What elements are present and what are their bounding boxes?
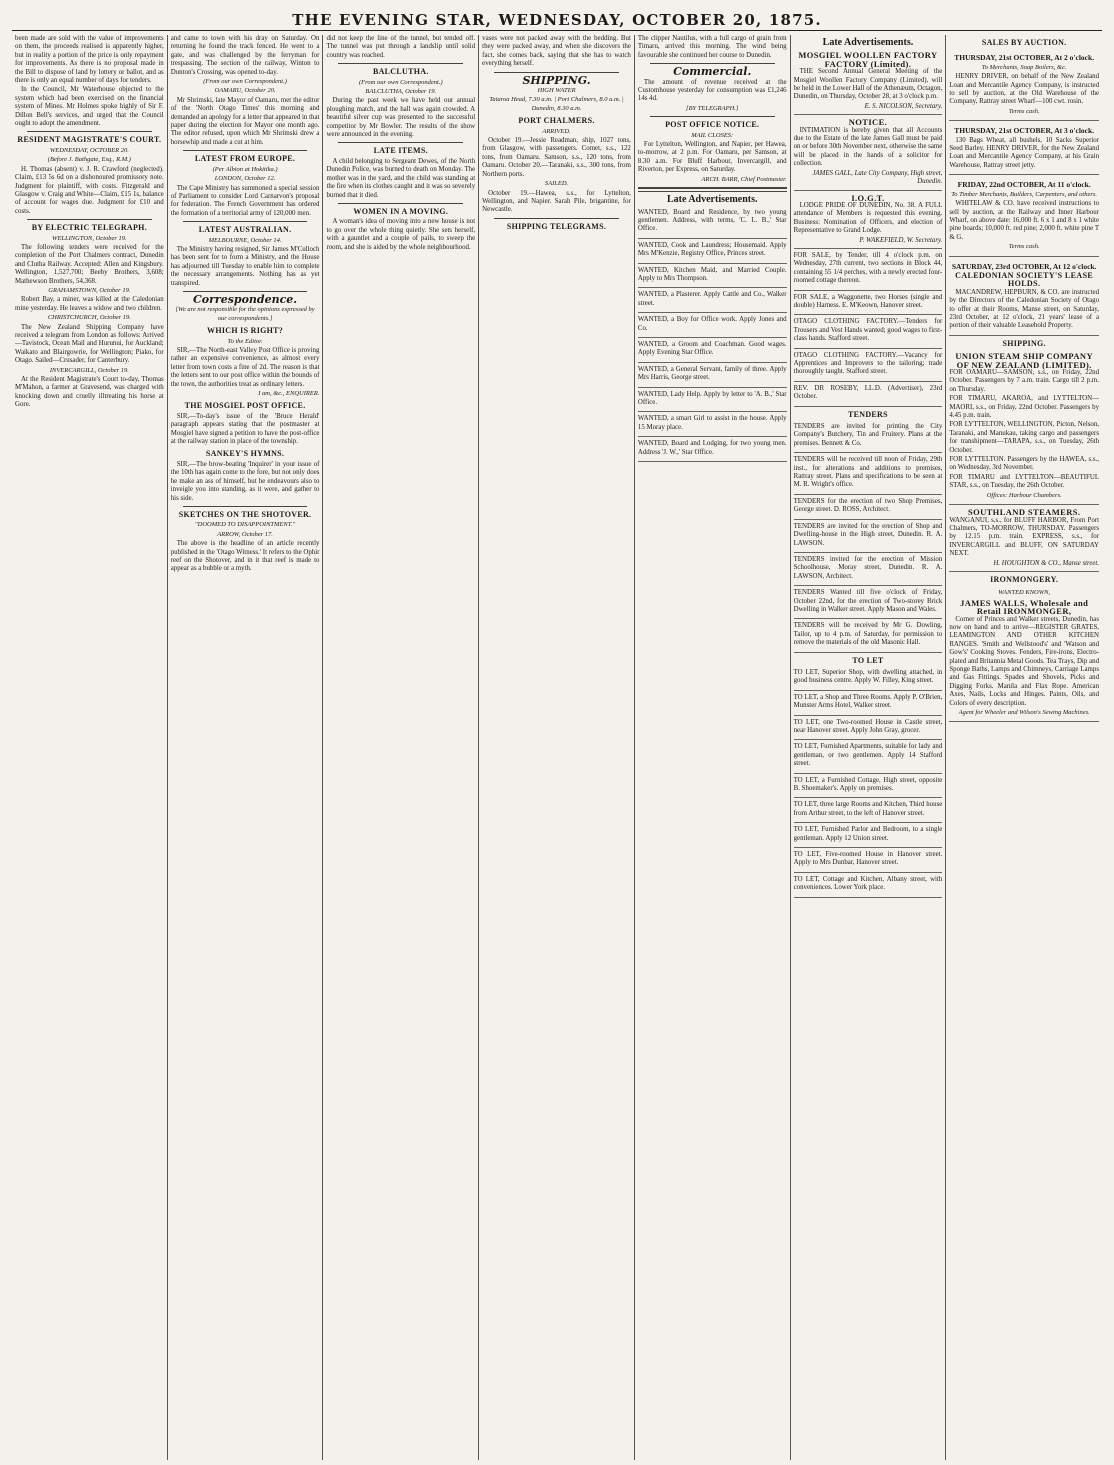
ad-text: Corner of Princes and Walker streets, Dunedin, has now on hand and to arrive—REGISTER GRATES, LEAMINGTON AND OTHER KITCHEN RANGES. 'Smith and Wellstood's' and 'Watson and Gow's' Cooking Stoves. Fenders, Fire-irons, Electro-plated and Britannia Metal Goods. Tea Trays, Dip and Sponge Baths, Lamps and Chimneys, Carriage Lamps and Gas Fittings. Spades and Shovels, Picks and Digging Forks. Manila and Flax Rope. American Axes, Nails, Locks and Hinges. Paints, Oils, and Colors of every description. bbox=[949, 615, 1100, 707]
letter-text: SIR,—The North-east Valley Post Office is proving rather an expensive convenience, as almost every letter from town costs a fine of 2d. The reason is that the letters sent to our post office within the bounds of the town, the authorities treat as ordinary letters. bbox=[170, 347, 320, 388]
dateline: GRAHAMSTOWN, October 19. bbox=[48, 286, 131, 294]
column-5 bbox=[635, 35, 791, 1460]
column-grid bbox=[12, 35, 1102, 1460]
section-heading-shipping: SHIPPING. bbox=[522, 73, 591, 87]
telegram-text: The following tenders were received for the completion of the Port Chalmers contract, Dunedin and Clutha Railway. Accepted: Allen and Kingsbury. Wellington, 1,527,700; Beeby Brothers, 3,608; Mathewson Brothers, 54,368. bbox=[15, 243, 164, 285]
auction-date: SATURDAY, 23rd OCTOBER, At 12 o'clock. bbox=[951, 261, 1097, 271]
tender-ad: TENDERS are invited for printing the City Company's Butchery, Tin and Fruitery. Plans at the premises. Bennett & Co. bbox=[794, 421, 943, 453]
column-7 bbox=[946, 35, 1102, 1460]
dateline: BALCLUTHA, October 19. bbox=[365, 88, 437, 96]
advertisement-mosgiel bbox=[794, 49, 943, 115]
divider bbox=[183, 150, 308, 151]
auction-text: 130 Bags Wheat, all bushels, 10 Sacks Superior Seed Barley. HENRY DRIVER, for the New Zealand Loan and Mercantile Agency Company, at his Grain Warehouse, Rattray street jetty. bbox=[949, 136, 1100, 169]
sailed-label: SAILED. bbox=[544, 180, 569, 188]
divider bbox=[183, 221, 308, 222]
divider bbox=[338, 63, 463, 64]
ad-signature: P. WAKEFIELD, W. Secretary. bbox=[859, 236, 943, 244]
wanted-ad: WANTED, Board and Residence, by two young gentlemen. Address, with terms, 'C. L. B.,' Star Office. bbox=[638, 207, 787, 239]
wanted-ad: WANTED, a Plasterer. Apply Cattle and Co., Walker street. bbox=[638, 289, 787, 313]
section-heading-late-ads: Late Advertisements. bbox=[822, 37, 914, 48]
section-heading-women: WOMEN IN A MOVING. bbox=[353, 206, 449, 216]
column-3 bbox=[323, 35, 479, 1460]
section-heading-to-let: TO LET bbox=[852, 655, 884, 665]
to-let-ad: TO LET, Superior Shop, with dwelling attached, in good business centre. Apply W. Filley, King street. bbox=[794, 667, 943, 691]
company-offices: Offices: Harbour Chambers. bbox=[986, 491, 1062, 499]
shipping-departures: October 19.—Hawea, s.s., for Lyttelton, Wellington, and Napier. Sarah Pile, brigantine, for Newcastle. bbox=[482, 189, 631, 214]
article-text: In the Council, Mr Waterhouse objected to the system which had been exercised on the financial system of Mines. Mr Holmes spoke highly of Sir F. Dillon Bell's services, and urged that the Council ought to adopt the amendment. bbox=[15, 86, 164, 128]
letter-heading: WHICH IS RIGHT? bbox=[207, 326, 284, 336]
court-bench: (Before J. Bathgate, Esq., R.M.) bbox=[47, 156, 131, 164]
advertisement-iogt bbox=[794, 192, 943, 249]
article-text: did not keep the line of the tunnel, but tended off. The tunnel was put through a landslip until solid country was reached. bbox=[326, 35, 476, 59]
auction-title: CALEDONIAN SOCIETY'S LEASE HOLDS. bbox=[955, 270, 1094, 289]
to-let-ad: TO LET, Cottage and Kitchen, Albany street, with conveniences. Lower York place. bbox=[794, 874, 943, 898]
column-6 bbox=[791, 35, 947, 1460]
divider bbox=[338, 203, 463, 204]
byline: [BY TELEGRAPH.] bbox=[686, 104, 739, 112]
letter-salutation: To the Editor. bbox=[227, 337, 263, 345]
divider bbox=[27, 219, 152, 220]
section-heading-shotover: SKETCHES ON THE SHOTOVER. bbox=[178, 509, 312, 519]
notice-signature: ARCH. BARR, Chief Postmaster. bbox=[701, 175, 787, 183]
tender-ad: TENDERS for the erection of two Shop Premises, George street. D. ROSS, Architect. bbox=[794, 496, 943, 520]
divider bbox=[27, 131, 152, 132]
byline: (From our own Correspondent.) bbox=[203, 78, 287, 86]
divider bbox=[183, 506, 308, 507]
tender-ad: TENDERS invited for the erection of Mission Schoolhouse, Moray street, Dunedin. R. A. LAWSON, Architect. bbox=[794, 554, 943, 586]
divider bbox=[183, 291, 308, 292]
article-text: A woman's idea of moving into a new house is not to go over the whole thing quietly. She sets herself, with a gauntlet and a couple of pails, to sweep the room, and she is aided by the whole neighbourhood. bbox=[326, 218, 476, 251]
auction-text: MACANDREW, HEPBURN, & CO. are instructed by the Directors of the Caledonian Society of Otago to offer at their Rooms, Manse street, on Saturday, 23rd October, at 12 o'clock, 21 years' lease of a portion of their valuable Leasehold Property. bbox=[949, 288, 1100, 330]
section-heading-late-ads: Late Advertisements. bbox=[666, 194, 758, 206]
ad-title: NOTICE. bbox=[848, 117, 888, 128]
divider bbox=[338, 142, 463, 143]
double-divider bbox=[638, 187, 787, 192]
dateline: CHRISTCHURCH, October 19. bbox=[47, 314, 131, 322]
tender-ad: TENDERS will be received till noon of Friday, 29th inst., for alterations and additions to premises, Rattray street. Plans and specifications to be seen at M. R. Wright's office. bbox=[794, 454, 943, 495]
court-date: WEDNESDAY, OCTOBER 20. bbox=[49, 146, 129, 154]
subheading: "DOOMED TO DISAPPOINTMENT." bbox=[194, 521, 296, 529]
auction-terms: Terms cash. bbox=[1008, 243, 1040, 251]
sailing-notice: FOR OAMARU—SAMSON, s.s., on Friday, 22nd October. Passengers by 7 a.m. train. Cargo till 2 p.m. on Thursday. bbox=[949, 369, 1100, 393]
company-signature: H. HOUGHTON & CO., Manse street. bbox=[993, 559, 1100, 567]
shipping-company-ad bbox=[949, 350, 1099, 505]
company-title: UNION STEAM SHIP COMPANY OF NEW ZEALAND (LIMITED). bbox=[955, 351, 1093, 370]
masthead: THE EVENING STAR, WEDNESDAY, OCTOBER 20, 1875. bbox=[12, 10, 1102, 31]
to-let-ad: TO LET, a Shop and Three Rooms. Apply P. O'Brien, Munster Arms Hotel, Walker street. bbox=[794, 692, 943, 716]
shipping-arrivals: October 19.—Jessie Readman, ship, 1027 tons, from Glasgow, with passengers. Comet, s.s., 122 tons, from Oamaru. Samson, s.s., 120 tons, from Oamaru. October 20.—Taranaki, s.s., 300 tons, from Northern ports. bbox=[482, 137, 631, 178]
tender-ad: TENDERS Wanted till five o'clock of Friday, October 22nd, for the erection of Two-storey Brick Dwelling in Walker street. Apply Mason and Wales. bbox=[794, 587, 943, 619]
to-let-list bbox=[794, 667, 943, 898]
wanted-ad: WANTED, Kitchen Maid, and Married Couple. Apply to Mrs Thompson. bbox=[638, 265, 787, 289]
tide-values: Taiaroa Head, 7.30 a.m. | Port Chalmers, 8.0 a.m. | Dunedin, 8.30 a.m. bbox=[489, 96, 624, 112]
article-text: Mr Shrimski, late Mayor of Oamaru, met the editor of the 'North Otago Times' this morning and demanded an apology for a letter that appeared in that paper during the election for Mayor one month ago. The editor refused, upon which Mr Shrimski drew a horsewhip and made a cut at him. bbox=[170, 96, 320, 146]
ad-title: I.O.G.T. bbox=[851, 192, 885, 203]
tide-label: HIGH WATER bbox=[537, 87, 576, 95]
letter-heading: THE MOSGIEL POST OFFICE. bbox=[184, 401, 306, 411]
auction-date: FRIDAY, 22nd OCTOBER, At 11 o'clock. bbox=[957, 180, 1091, 190]
to-let-ad: TO LET, Five-roomed House in Hanover street. Apply to Mrs Dunbar, Hanover street. bbox=[794, 849, 943, 873]
advertisement-notice bbox=[794, 116, 943, 190]
to-let-ad: TO LET, three large Rooms and Kitchen, Third house from Arthur street, to the left of Hanover street. bbox=[794, 799, 943, 823]
advertisement: OTAGO CLOTHING FACTORY.—Vacancy for Apprentices and Improvers to the tailoring; trade thoroughly taught. Stafford street. bbox=[794, 350, 943, 382]
ad-text: LODGE PRIDE OF DUNEDIN, No. 38. A FULL attendance of Members is requested this evening. Business: Nomination of Officers, and election of Representative to Grand Lodge. bbox=[793, 201, 943, 235]
telegram-text: Robert Bay, a miner, was killed at the Caledonian mine yesterday. He leaves a widow and two children. bbox=[15, 296, 164, 312]
column-1 bbox=[12, 35, 168, 1460]
ironmonger-ad bbox=[949, 586, 1099, 722]
letter-text: SIR,—To-day's issue of the 'Bruce Herald' paragraph appears stating that the postmaster at Mosgiel have signed a petition to have the post-office at the railway station in place of the township. bbox=[170, 412, 320, 446]
advertisement: FOR SALE, a Waggonette, two Horses (single and double) Harness. E. M'Keown, Hanover street. bbox=[794, 292, 943, 316]
letter-signature: I am, &c., ENQUIRER. bbox=[258, 390, 320, 398]
wanted-ad: WANTED, Lady Help. Apply by letter to 'A. B.,' Star Office. bbox=[638, 389, 787, 413]
section-heading-europe: LATEST FROM EUROPE. bbox=[194, 154, 296, 164]
divider bbox=[650, 116, 775, 117]
to-let-ad: TO LET, Furnished Parlor and Bedroom, to a single gentleman. Apply 12 Union street. bbox=[794, 824, 943, 848]
auction-ad bbox=[949, 49, 1099, 121]
ad-signature: JAMES GALL, Late City Company, High street, Dunedin. bbox=[812, 169, 943, 186]
section-heading-commercial: Commercial. bbox=[673, 65, 752, 79]
tender-ad: TENDERS are invited for the erection of Shop and Dwelling-house in the High street, Dunedin. R. A. LAWSON. bbox=[794, 521, 943, 553]
byline: (Per Albion at Hokitika.) bbox=[212, 165, 278, 173]
tenders-list bbox=[794, 421, 943, 653]
sailing-notice: FOR TIMARU and LYTTELTON—BEAUTIFUL STAR, s.s., on Tuesday, the 26th October. bbox=[949, 473, 1100, 490]
article-text: The amount of revenue received at the Customhouse yesterday for consumption was £1,246 14s 4d. bbox=[637, 78, 787, 103]
wanted-ad: WANTED, Cook and Laundress; Housemaid. Apply Mrs M'Kenzie, Registry Office, Princes street. bbox=[638, 240, 787, 264]
ad-text: THE Second Annual General Meeting of the Mosgiel Woollen Factory Company (Limited), will be held in the Lower Hall of the Athenæum, Octagon, Dunedin, on Thursday, October 28, at 3 o'clock p.m. bbox=[793, 68, 943, 101]
auction-ad bbox=[949, 176, 1099, 256]
ad-title: MOSGIEL WOOLLEN FACTORY FACTORY (Limited). bbox=[798, 50, 938, 69]
article-text: vases were not packed away with the bedding. But they were packed away, and when she discovers the fact, she comes back, saying that she has to watch everything herself. bbox=[482, 35, 631, 68]
auction-date: THURSDAY, 21st OCTOBER, At 3 o'clock. bbox=[954, 126, 1095, 136]
article-text: The Cape Ministry has summoned a special session of Parliament to consider Lord Carnarvon's proposal for federation. The French Government has ordered the formation of a territorial army of 120,000 men. bbox=[170, 184, 320, 217]
ad-signature: E. S. NICOLSON, Secretary. bbox=[864, 102, 943, 110]
ad-title: JAMES WALLS, Wholesale and Retail IRONMONGER, bbox=[960, 597, 1089, 617]
letter-text: SIR,—The brow-beating 'Inquirer' in your issue of the 10th has again come to the fore, but not only does he make an ass of himself, but he endeavours also to inveigle you into standing, as it were, and gather to his side. bbox=[170, 460, 320, 502]
section-heading-ironmongery: IRONMONGERY. bbox=[990, 574, 1059, 584]
section-heading-correspondence: Correspondence. bbox=[193, 292, 298, 306]
wanted-ad: WANTED, a smart Girl to assist in the house. Apply 15 Moray place. bbox=[638, 413, 787, 437]
section-heading-sales: SALES BY AUCTION. bbox=[981, 38, 1067, 47]
auction-text: HENRY DRIVER, on behalf of the New Zealand Loan and Mercantile Agency Company, is instructed to sell by auction, at the Old Warehouse of the Company, Rattray street Wharf—100 cwt. rosin. bbox=[949, 73, 1100, 106]
sailing-notice: FOR LYTTELTON, WELLINGTON, Picton, Nelson, Taranaki, and Manukau, taking cargo and passengers for transhipment—TARAPA, s.s., on Tuesday, 26th October. bbox=[949, 421, 1100, 454]
auction-ad bbox=[949, 258, 1099, 336]
telegram-text: The New Zealand Shipping Company have received a telegram from London as follows: Arrived—Tavistock, Ocean Mail and Hurunui, for Auckland; Waikato and Blairgowrie, for Wellington; Piako, for Otago. Sailed—Crusader, for Canterbury. bbox=[15, 323, 164, 365]
advertisement: REV. DR ROSEBY, LL.D. (Advertiser), 23rd October. bbox=[794, 383, 943, 407]
byline: (From our own Correspondent.) bbox=[358, 78, 443, 86]
article-text: During the past week we have held our annual ploughing match, and the hall was again crowded. A beautiful silver cup was presented to the successful competitor by Mr Bowler. The results of the show were announced in the evening. bbox=[326, 97, 476, 139]
section-heading-court: RESIDENT MAGISTRATE'S COURT. bbox=[17, 135, 162, 145]
dateline: MELBOURNE, October 14. bbox=[208, 236, 282, 244]
section-heading-shipping: SHIPPING. bbox=[1002, 338, 1046, 348]
ad-text: INTIMATION is hereby given that all Accounts due to the Estate of the late James Gall must be paid on or before 30th November next, otherwise the same will be placed in the hands of a solicitor for collection. bbox=[793, 126, 943, 168]
telegram-text: At the Resident Magistrate's Court to-day, Thomas M'Mahon, a farmer at Gravesend, was charged with knocking down and cruelly illtreating his horse at Gore. bbox=[15, 376, 164, 409]
section-heading-telegraph: BY ELECTRIC TELEGRAPH. bbox=[31, 223, 147, 233]
letter-heading: SANKEY'S HYMNS. bbox=[205, 449, 285, 459]
company-title: SOUTHLAND STEAMERS. bbox=[967, 507, 1081, 518]
advertisement: OTAGO CLOTHING FACTORY.—Tenders for Trousers and Vest Hands wanted; good wages to first-class hands. Stafford street. bbox=[794, 316, 943, 348]
auction-ad bbox=[949, 122, 1099, 175]
court-report: H. Thomas (absent) v. J. R. Crawford (neglected). Claim, £13 5s 6d on a dishonoured promissory note. Judgment for plaintiff, with costs. Fitzgerald and Glasgow v. Craig and White—Claim, £15 1s, balance of account for wages due. Judgment for £10 and costs. bbox=[15, 165, 164, 215]
section-heading-late-items: LATE ITEMS. bbox=[373, 146, 428, 156]
dateline: ARROW, October 17. bbox=[217, 530, 273, 538]
sailing-notice: FOR TIMARU, AKAROA, and LYTTELTON—MAORI, s.s., on Friday, 22nd October. Passengers by 4.45 p.m. train. bbox=[949, 395, 1100, 420]
dateline: INVERCARGILL, October 19. bbox=[49, 366, 129, 374]
auction-sub: To Timber Merchants, Builders, Carpenters, and others. bbox=[951, 190, 1098, 198]
notice-text: For Lyttelton, Wellington, and Napier, per Hawea, to-morrow, at 2 p.m. For Oamaru, per Samson, at 8.30 a.m. For Bluff Harbour, Invercargill, and Riverton, per Express, on Saturday. bbox=[637, 141, 787, 174]
article-text: The Ministry having resigned, Sir James M'Culloch has been sent for to form a Ministry, and the House has adjourned till Tuesday to enable him to complete the necessary arrangements. Nothing has as yet transpired. bbox=[170, 245, 320, 287]
section-heading-shipping-telegrams: SHIPPING TELEGRAMS. bbox=[506, 221, 607, 231]
dateline: WELLINGTON, October 19. bbox=[52, 234, 127, 242]
arrived-label: ARRIVED. bbox=[542, 127, 571, 135]
section-heading-post-office: POST OFFICE NOTICE. bbox=[665, 120, 760, 130]
sailing-notice: FOR LYTTELTON. Passengers by the HAWEA, s.s., on Wednesday, 3rd November. bbox=[949, 456, 1100, 472]
auction-date: THURSDAY, 21st OCTOBER, At 2 o'clock. bbox=[954, 53, 1095, 63]
advertisement: FOR SALE, by Tender, till 4 o'clock p.m. on Wednesday, 27th current, two sections in Block 44, containing 55 1/4 perches, with a newly erected four-roomed cottage thereon. bbox=[794, 250, 943, 291]
wanted-ad: WANTED, a General Servant, family of three. Apply Mrs Harris, George street. bbox=[638, 364, 787, 388]
article-text: The clipper Nautilus, with a full cargo of grain from Timaru, arrived this morning. The wind being favourable she continued her course to Dunedin. bbox=[637, 35, 787, 59]
wanted-ad: WANTED, a Boy for Office work. Apply Jones and Co. bbox=[638, 314, 787, 338]
to-let-ad: TO LET, a Furnished Cottage, High street, opposite B. Shoemaker's. Apply on premises. bbox=[794, 775, 943, 799]
auction-sub: To Merchants, Soap Boilers, &c. bbox=[981, 63, 1067, 71]
wanted-ad: WANTED, Board and Lodging, for two young men. Address 'J. W.,' Star Office. bbox=[638, 438, 787, 462]
auction-text: WHITELAW & CO. have received instructions to sell by auction, at the Railway and Inner Harbour Wharf, on above date: 16,000 ft. 6 x 1 and 8 x 1 white pine boards; 10,000 ft. red pine; 2,000 ft. white pine T & G. bbox=[949, 200, 1100, 241]
subheading: MAIL CLOSES: bbox=[691, 131, 734, 139]
editor-note: [We are not responsible for the opinions expressed by our correspondents.] bbox=[175, 306, 315, 322]
ad-sub: WANTED KNOWN, bbox=[998, 589, 1051, 597]
article-text: A child belonging to Sergeant Dewes, of the North Dunedin Police, was burned to death on Monday. The mother was in the yard, and the child was standing at the fire when its clothes caught and it was so severely burned that it died. bbox=[326, 157, 476, 199]
wanted-ad: WANTED, a Groom and Coachman. Good wages. Apply Evening Star Office. bbox=[638, 339, 787, 363]
section-heading-balclutha: BALCLUTHA. bbox=[372, 67, 429, 77]
sailing-notice: WANGANUI, s.s., for BLUFF HARBOR, From Port Chalmers, TO-MORROW, THURSDAY. Passengers by 12.15 p.m. train. EXPRESS, s.s., for INVERCARGILL and BLUFF, ON SATURDAY NEXT. bbox=[949, 516, 1100, 558]
shipping-company-ad bbox=[949, 506, 1099, 572]
column-4 bbox=[479, 35, 635, 1460]
section-heading-tenders: TENDERS bbox=[848, 409, 888, 419]
section-heading-port: PORT CHALMERS. bbox=[518, 116, 595, 126]
article-text: The above is the headline of an article recently published in the 'Otago Witness.' It refers to the Ophir reef on the Shotover, and in it that reef is made to appear as a bubble or a myth. bbox=[170, 540, 320, 573]
wanted-ads-list bbox=[638, 207, 787, 463]
tender-ad: TENDERS will be received by Mr G. Dowling, Tailor, up to 4 p.m. of Saturday, for permission to remove the materials of the old Masonic Hall. bbox=[794, 620, 943, 652]
divider bbox=[494, 218, 619, 219]
dateline: OAMARU, October 20. bbox=[214, 87, 276, 95]
column-2 bbox=[168, 35, 324, 1460]
section-heading-australian: LATEST AUSTRALIAN. bbox=[198, 225, 292, 235]
ad-footer: Agent for Wheeler and Wilson's Sewing Machines. bbox=[958, 709, 1090, 717]
article-text: and came to town with his dray on Saturday. On returning he found the track fenced. He went to a gate, and was challenged by the ferryman for trespassing. The section of the railway, Winton to Dunton's Crossing, was opened to-day. bbox=[170, 35, 320, 76]
divider bbox=[494, 72, 619, 73]
dateline: LONDON, October 12. bbox=[214, 175, 276, 183]
auction-terms: Terms cash. bbox=[1008, 107, 1040, 115]
to-let-ad: TO LET, Furnished Apartments, suitable for lady and gentleman, or two gentlemen. Apply 14 Stafford street. bbox=[794, 741, 943, 773]
to-let-ad: TO LET, one Two-roomed House in Castle street, near Hanover street. Apply John Gray, grocer. bbox=[794, 717, 943, 741]
divider bbox=[650, 63, 775, 64]
article-text: been made are sold with the value of improvements on them, the proceeds realised is apparently higher, but in reality a portion of the price is only repayment for improvements. As there is no proposal made in the Bill to dispose of land by lottery or ballot, and as there is only an equal number of days for tenders. bbox=[15, 35, 164, 85]
